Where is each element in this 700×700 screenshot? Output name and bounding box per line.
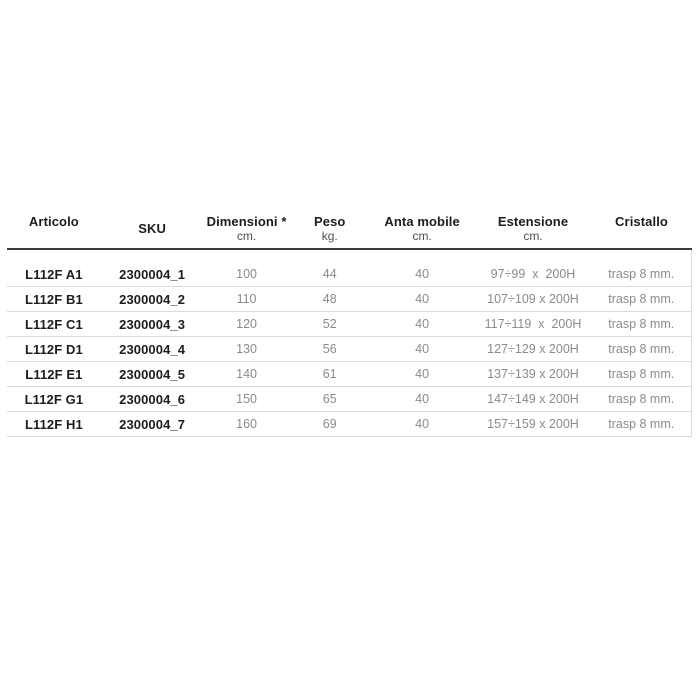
cell-anta-mobile: 40 [370, 412, 475, 437]
cell-dimensioni: 110 [203, 287, 289, 312]
column-label: Peso [313, 214, 346, 229]
cell-dimensioni: 150 [203, 387, 289, 412]
cell-anta-mobile: 40 [370, 387, 475, 412]
table-row [7, 337, 692, 362]
column-header-cristallo [592, 210, 692, 249]
cell-estensione: 137÷139 x 200H [474, 362, 591, 387]
table-row [7, 362, 692, 387]
cell-sku: 2300004_1 [101, 249, 204, 287]
cell-peso: 65 [290, 387, 370, 412]
cell-anta-mobile: 40 [370, 337, 475, 362]
cell-sku: 2300004_4 [101, 337, 204, 362]
column-header-anta-mobile [370, 210, 475, 249]
table-row [7, 312, 692, 337]
table-row [7, 287, 692, 312]
table-body [7, 249, 692, 437]
column-label: SKU [138, 221, 166, 236]
table-header [7, 210, 692, 249]
cell-articolo: L112F B1 [7, 287, 101, 312]
column-unit: cm. [236, 229, 257, 243]
cell-anta-mobile: 40 [370, 249, 475, 287]
column-label: Estensione [497, 214, 569, 229]
cell-articolo: L112F H1 [7, 412, 101, 437]
cell-anta-mobile: 40 [370, 312, 475, 337]
cell-cristallo: trasp 8 mm. [592, 412, 692, 437]
cell-peso: 61 [290, 362, 370, 387]
column-header-peso [290, 210, 370, 249]
column-unit: kg. [321, 229, 338, 243]
column-unit: cm. [523, 229, 543, 243]
cell-estensione: 147÷149 x 200H [474, 387, 591, 412]
column-label: Articolo [28, 214, 79, 229]
cell-cristallo: trasp 8 mm. [592, 287, 692, 312]
cell-cristallo: trasp 8 mm. [592, 312, 692, 337]
header-row [7, 210, 692, 249]
table-row [7, 249, 692, 287]
table-row [7, 387, 692, 412]
column-label: Cristallo [615, 214, 668, 229]
cell-sku: 2300004_3 [101, 312, 204, 337]
cell-dimensioni: 100 [203, 249, 289, 287]
cell-dimensioni: 120 [203, 312, 289, 337]
column-label: Dimensioni * [206, 214, 287, 229]
cell-cristallo: trasp 8 mm. [592, 249, 692, 287]
column-header-articolo [7, 210, 101, 249]
cell-articolo: L112F G1 [7, 387, 101, 412]
cell-peso: 44 [290, 249, 370, 287]
column-label: Anta mobile [384, 214, 460, 229]
spec-table [7, 210, 692, 437]
cell-estensione: 117÷119 x 200H [474, 312, 591, 337]
cell-estensione: 97÷99 x 200H [474, 249, 591, 287]
cell-dimensioni: 160 [203, 412, 289, 437]
column-header-sku [101, 210, 204, 249]
cell-cristallo: trasp 8 mm. [592, 337, 692, 362]
cell-dimensioni: 140 [203, 362, 289, 387]
column-header-estensione [474, 210, 591, 249]
column-header-dimensioni [203, 210, 289, 249]
cell-anta-mobile: 40 [370, 362, 475, 387]
cell-estensione: 107÷109 x 200H [474, 287, 591, 312]
cell-estensione: 157÷159 x 200H [474, 412, 591, 437]
cell-sku: 2300004_7 [101, 412, 204, 437]
cell-cristallo: trasp 8 mm. [592, 387, 692, 412]
cell-sku: 2300004_2 [101, 287, 204, 312]
cell-articolo: L112F E1 [7, 362, 101, 387]
cell-sku: 2300004_5 [101, 362, 204, 387]
cell-sku: 2300004_6 [101, 387, 204, 412]
cell-articolo: L112F A1 [7, 249, 101, 287]
cell-estensione: 127÷129 x 200H [474, 337, 591, 362]
cell-articolo: L112F C1 [7, 312, 101, 337]
table-row [7, 412, 692, 437]
product-spec-table [7, 210, 692, 437]
cell-articolo: L112F D1 [7, 337, 101, 362]
column-unit: cm. [412, 229, 432, 243]
cell-cristallo: trasp 8 mm. [592, 362, 692, 387]
cell-anta-mobile: 40 [370, 287, 475, 312]
cell-peso: 48 [290, 287, 370, 312]
cell-peso: 52 [290, 312, 370, 337]
cell-peso: 56 [290, 337, 370, 362]
cell-dimensioni: 130 [203, 337, 289, 362]
cell-peso: 69 [290, 412, 370, 437]
